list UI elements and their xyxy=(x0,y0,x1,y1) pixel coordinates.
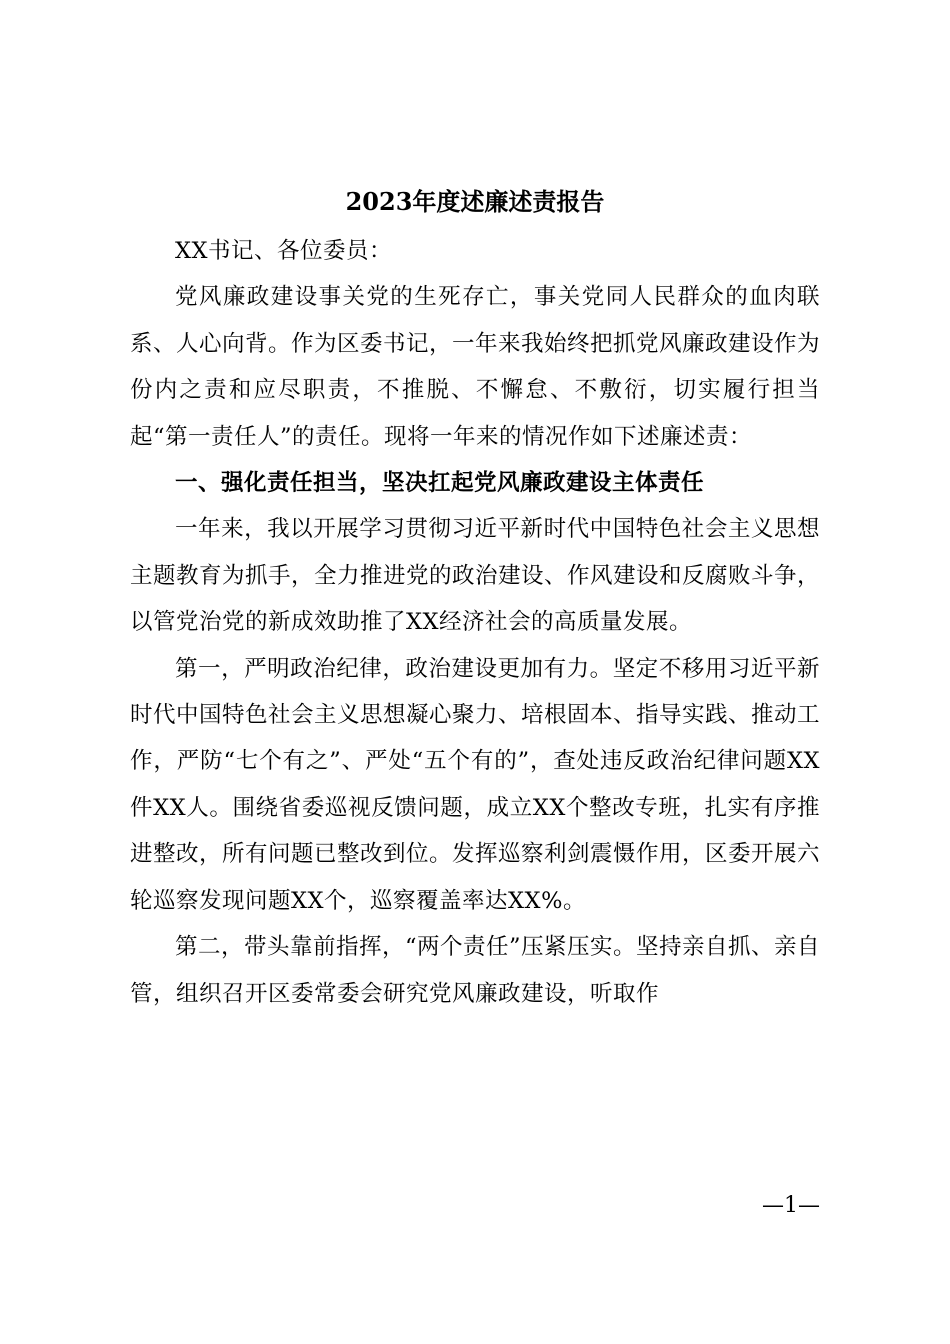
document-title: 2023年度述廉述责报告 xyxy=(345,187,605,216)
document-body xyxy=(130,182,820,1017)
page-number: —1— xyxy=(762,1193,820,1218)
section-1-paragraph-1: 一年来，我以开展学习贯彻习近平新时代中国特色社会主义思想主题教育为抓手，全力推进党的政治建设、作风建设和反腐败斗争，以管党治党的新成效助推了XX经济社会的高质量发展。 xyxy=(130,516,821,636)
section-1-paragraph-3: 第二，带头靠前指挥，“两个责任”压紧压实。坚持亲自抓、亲自管，组织召开区委常委会研究党风廉政建设，听取作 xyxy=(130,934,821,1007)
salutation: XX书记、各位委员： xyxy=(175,238,393,264)
intro-paragraph: 党风廉政建设事关党的生死存亡，事关党同人民群众的血肉联系、人心向背。作为区委书记，一年来我始终把抓党风廉政建设作为份内之责和应尽职责，不推脱、不懈怠、不敷衍，切实履行担当起“第一责任人”的责任。现将一年来的情况作如下述廉述责： xyxy=(130,284,821,450)
section-1-paragraph-2: 第一，严明政治纪律，政治建设更加有力。坚定不移用习近平新时代中国特色社会主义思想凝心聚力、培根固本、指导实践、推动工作，严防“七个有之”、严处“五个有的”，查处违反政治纪律问题XX件XX人。围绕省委巡视反馈问题，成立XX个整改专班，扎实有序推进整改，所有问题已整改到位。发挥巡察利剑震慑作用，区委开展六轮巡察发现问题XX个，巡察覆盖率达XX%。 xyxy=(130,655,821,914)
section-heading-1: 一、强化责任担当，坚决扛起党风廉政建设主体责任 xyxy=(175,470,705,497)
